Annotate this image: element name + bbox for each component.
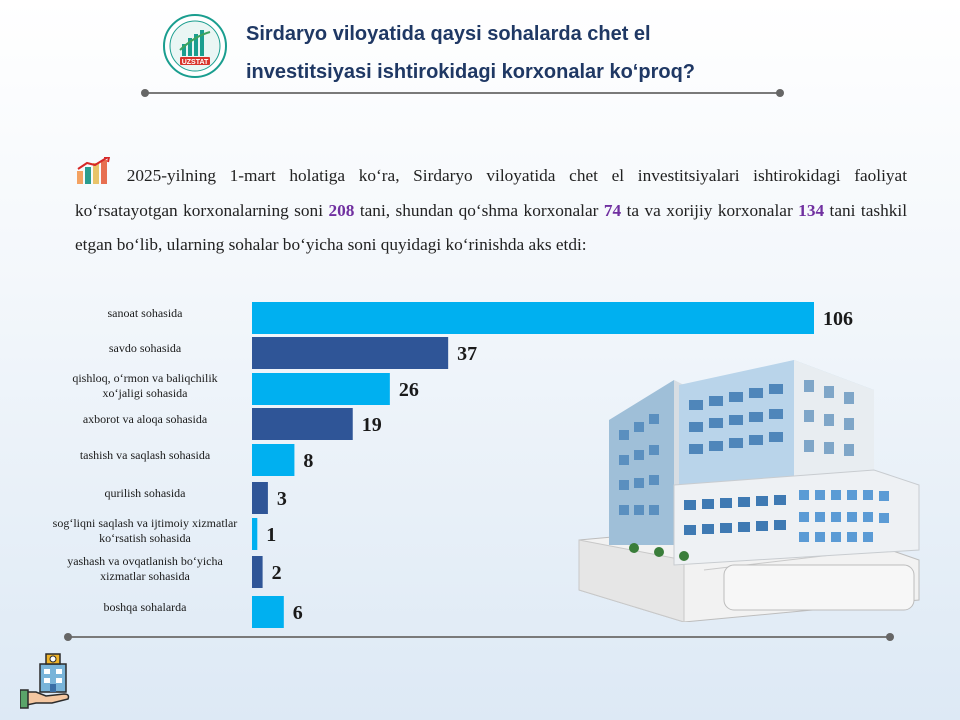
bar-7 (252, 556, 263, 588)
bar-5 (252, 482, 268, 514)
data-label-3: 19 (361, 414, 382, 436)
title-line-2: investitsiyasi ishtirokidagi korxonalar ko‘proq? (246, 61, 696, 83)
bar-0 (252, 302, 814, 334)
data-label-5: 3 (276, 488, 287, 510)
intro-paragraph: 2025-yilning 1-mart holatiga ko‘ra, Sirdaryo viloyatida chet el investitsiyalari ishtirokidagi faoliyat ko‘rsatayotgan korxonalarning soni 208 tani, shundan qo‘shma korxonalar 74 ta va xorijiy korxonalar 134 tani tashkil etgan bo‘lib, ularning sohalar bo‘yicha soni quyidagi ko‘rinishda aks etdi: (75, 157, 907, 263)
page-title (246, 15, 846, 91)
svg-text:UZSTAT: UZSTAT (181, 59, 209, 66)
chart-growth-icon (75, 157, 113, 185)
data-label-7: 2 (271, 562, 282, 584)
data-label-8: 6 (292, 602, 303, 624)
data-label-2: 26 (398, 379, 419, 401)
category-label-6: sog‘liqni saqlash va ijtimoiy xizmatlar ko‘rsatish sohasida (52, 516, 238, 545)
category-label-4: tashish va saqlash sohasida (79, 448, 211, 462)
top-divider (145, 92, 780, 94)
title-line-1: Sirdaryo viloyatida qaysi sohalarda chet el (246, 23, 651, 45)
data-label-0: 106 (823, 308, 853, 330)
data-label-1: 37 (457, 343, 478, 365)
total-count: 208 (328, 200, 355, 220)
bar-6 (252, 518, 257, 550)
bar-1 (252, 337, 448, 369)
category-label-1: savdo sohasida (108, 341, 182, 355)
bar-8 (252, 596, 284, 628)
joint-count: 74 (603, 200, 622, 220)
bar-chart (0, 296, 960, 636)
category-label-5: qurilish sohasida (104, 486, 186, 500)
bar-2 (252, 373, 390, 405)
foreign-count: 134 (798, 200, 825, 220)
bar-4 (252, 444, 294, 476)
category-label-3: axborot va aloqa sohasida (82, 412, 208, 426)
category-label-0: sanoat sohasida (107, 306, 183, 320)
category-label-7: yashash va ovqatlanish bo‘yicha xizmatlar sohasida (67, 554, 223, 583)
category-label-2: qishloq, o‘rmon va baliqchilik xo‘jaligi sohasida (72, 371, 218, 400)
hand-building-icon (20, 648, 82, 712)
bottom-divider (68, 636, 890, 638)
category-label-8: boshqa sohalarda (103, 600, 187, 614)
bar-3 (252, 408, 353, 440)
uzstat-logo (163, 14, 227, 78)
data-label-6: 1 (266, 524, 277, 546)
data-label-4: 8 (303, 450, 314, 472)
